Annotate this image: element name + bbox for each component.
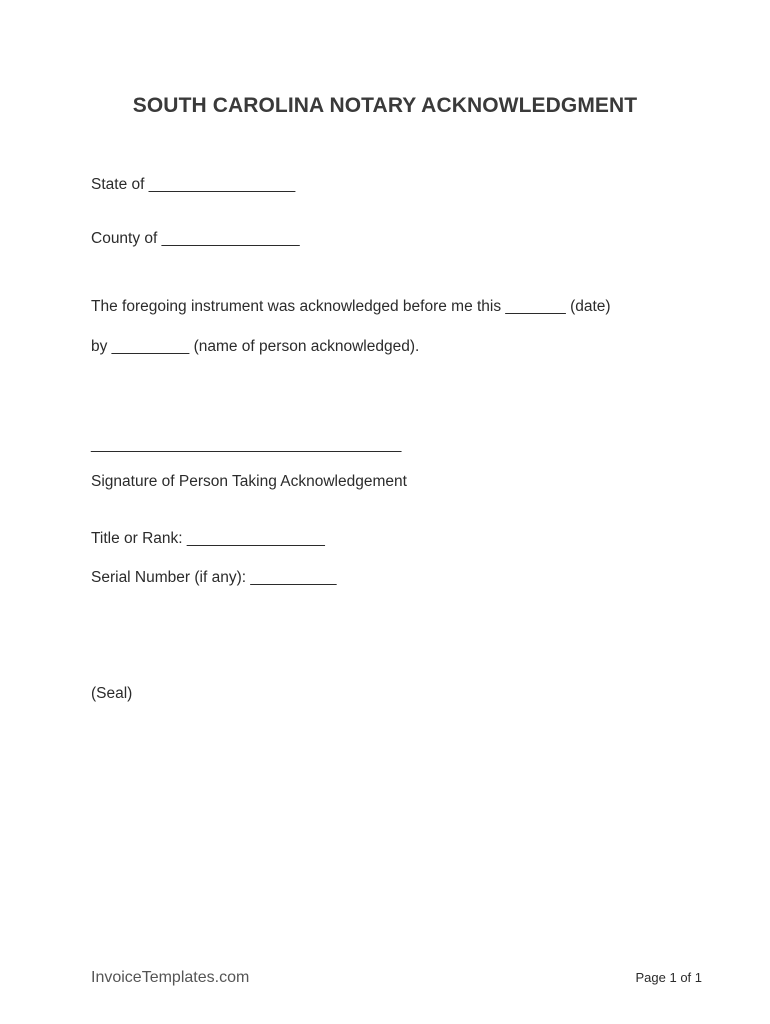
- instrument-line-2: by _________ (name of person acknowledged).: [91, 338, 420, 355]
- state-line: State of _________________: [91, 176, 296, 193]
- county-line: County of ________________: [91, 230, 300, 247]
- signature-line: ____________________________________: [91, 436, 402, 453]
- title-rank-line: Title or Rank: ________________: [91, 530, 325, 547]
- serial-number-line: Serial Number (if any): __________: [91, 569, 337, 586]
- signature-label: Signature of Person Taking Acknowledgement: [91, 473, 407, 490]
- page-number: Page 1 of 1: [635, 970, 702, 985]
- document-title: SOUTH CAROLINA NOTARY ACKNOWLEDGMENT: [132, 94, 638, 117]
- seal-label: (Seal): [91, 685, 133, 702]
- instrument-line-1: The foregoing instrument was acknowledged before me this _______ (date): [91, 298, 611, 315]
- footer-brand: InvoiceTemplates.com: [91, 969, 250, 986]
